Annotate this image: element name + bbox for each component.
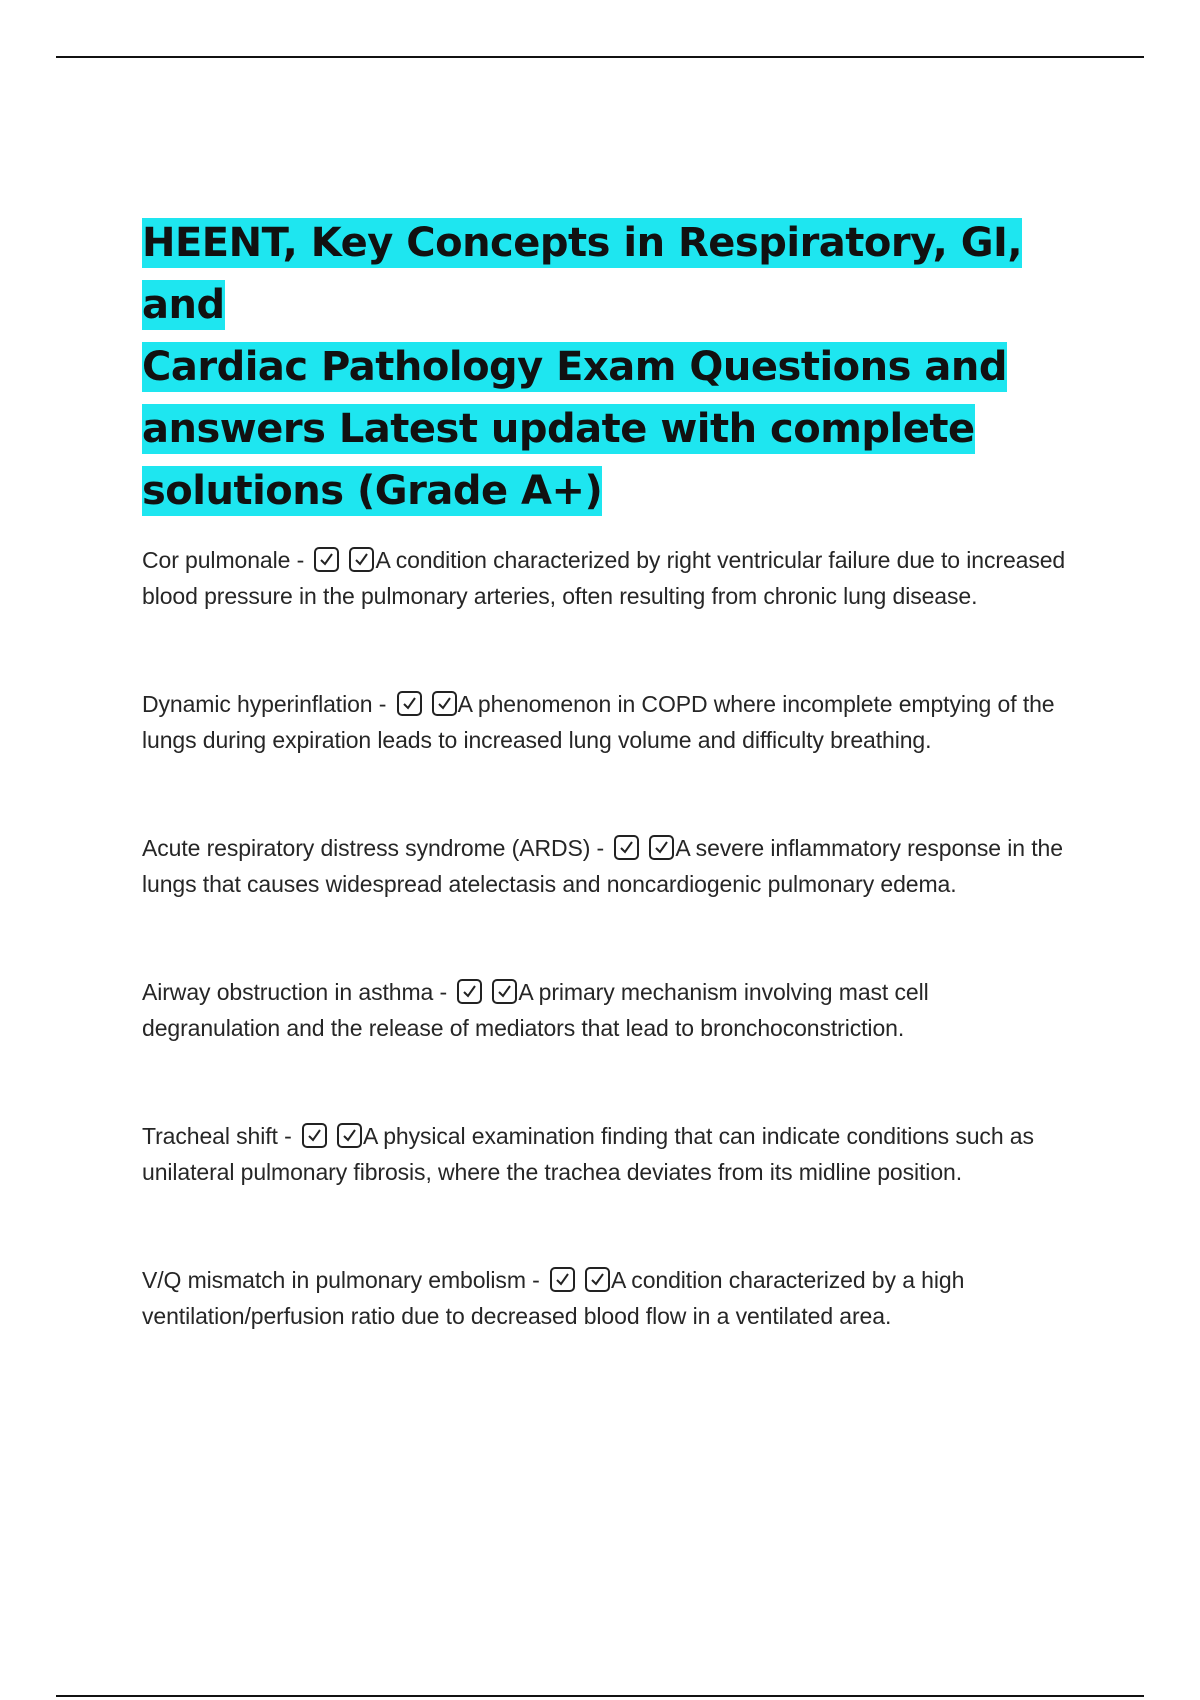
document-body bbox=[142, 212, 1072, 1334]
entry-term: Cor pulmonale - bbox=[142, 547, 305, 573]
checkbox-checked-icon bbox=[302, 1123, 327, 1148]
checkbox-checked-icon bbox=[349, 547, 374, 572]
checkbox-checked-icon bbox=[337, 1123, 362, 1148]
entry-term: Dynamic hyperinflation - bbox=[142, 691, 387, 717]
checkbox-checked-icon bbox=[397, 691, 422, 716]
title-line: Cardiac Pathology Exam Questions and bbox=[142, 344, 1007, 390]
checkbox-checked-icon bbox=[649, 835, 674, 860]
entry-term: Tracheal shift - bbox=[142, 1123, 292, 1149]
checkbox-checked-icon bbox=[585, 1267, 610, 1292]
title-line: answers Latest update with complete bbox=[142, 406, 975, 452]
entry-definition: A phenomenon in COPD where incomplete emptying of the lungs during expiration leads to increased lung volume and difficulty breathing. bbox=[142, 691, 1055, 753]
entry-definition: A condition characterized by a high ventilation/perfusion ratio due to decreased blood flow in a ventilated area. bbox=[142, 1267, 965, 1329]
checkbox-checked-icon bbox=[550, 1267, 575, 1292]
checkbox-checked-icon bbox=[457, 979, 482, 1004]
document-title bbox=[142, 212, 1072, 522]
footer-rule bbox=[56, 1695, 1144, 1697]
checkbox-checked-icon bbox=[314, 547, 339, 572]
entry-definition: A primary mechanism involving mast cell degranulation and the release of mediators that lead to bronchoconstriction. bbox=[142, 979, 929, 1041]
entry-definition: A physical examination finding that can indicate conditions such as unilateral pulmonary fibrosis, where the trachea deviates from its midline position. bbox=[142, 1123, 1034, 1185]
checkbox-checked-icon bbox=[614, 835, 639, 860]
qa-list bbox=[142, 542, 1072, 1334]
entry-definition: A condition characterized by right ventricular failure due to increased blood pressure in the pulmonary arteries, often resulting from chronic lung disease. bbox=[142, 547, 1066, 609]
title-line: HEENT, Key Concepts in Respiratory, GI, and bbox=[142, 220, 1023, 328]
entry-definition: A severe inflammatory response in the lungs that causes widespread atelectasis and noncardiogenic pulmonary edema. bbox=[142, 835, 1063, 897]
title-line: solutions (Grade A+) bbox=[142, 468, 603, 514]
qa-entry bbox=[142, 1118, 1072, 1190]
header-rule bbox=[56, 56, 1144, 58]
checkbox-checked-icon bbox=[492, 979, 517, 1004]
qa-entry bbox=[142, 686, 1072, 758]
qa-entry bbox=[142, 542, 1072, 614]
qa-entry bbox=[142, 974, 1072, 1046]
checkbox-checked-icon bbox=[432, 691, 457, 716]
qa-entry bbox=[142, 830, 1072, 902]
entry-term: Acute respiratory distress syndrome (ARDS) - bbox=[142, 835, 605, 861]
entry-term: Airway obstruction in asthma - bbox=[142, 979, 448, 1005]
entry-term: V/Q mismatch in pulmonary embolism - bbox=[142, 1267, 540, 1293]
qa-entry bbox=[142, 1262, 1072, 1334]
